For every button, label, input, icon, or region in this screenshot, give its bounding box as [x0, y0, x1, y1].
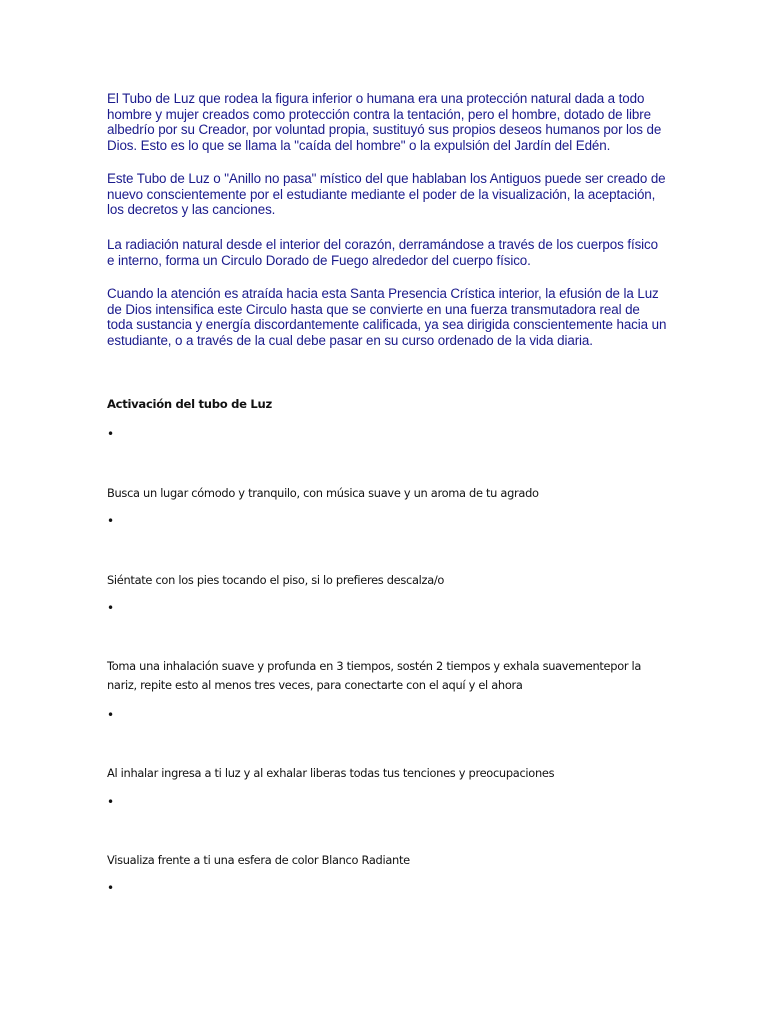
bullet-marker: •	[107, 427, 115, 441]
step-item: Visualiza frente a ti una esfera de color Blanco Radiante	[107, 853, 410, 867]
bullet-marker: •	[107, 795, 115, 809]
bullet-marker: •	[107, 708, 115, 722]
step-item: Busca un lugar cómodo y tranquilo, con música suave y un aroma de tu agrado	[107, 486, 539, 500]
bullet-marker: •	[107, 601, 115, 615]
paragraph-presencia-cristica: Cuando la atención es atraída hacia esta Santa Presencia Crística interior, la efusión de la Luz de Dios intensifica este Circulo hasta que se convierte en una fuerza transmutadora real de toda sustancia y energía discordantemente calificada, ya sea dirigida conscientemente hacia un estudiante, o a través de la cual debe pasar en su curso ordenado de la vida diaria.	[107, 286, 667, 348]
paragraph-anillo-no-pasa: Este Tubo de Luz o "Anillo no pasa" místico del que hablaban los Antiguos puede ser creado de nuevo conscientemente por el estudiante mediante el poder de la visualización, la aceptación, los decretos y las canciones.	[107, 171, 666, 218]
bullet-marker: •	[107, 514, 115, 528]
step-item: Al inhalar ingresa a ti luz y al exhalar liberas todas tus tenciones y preocupaciones	[107, 766, 555, 780]
paragraph-radiacion-natural: La radiación natural desde el interior del corazón, derramándose a través de los cuerpos físico e interno, forma un Circulo Dorado de Fuego alrededor del cuerpo físico.	[107, 237, 658, 268]
section-heading: Activación del tubo de Luz	[107, 397, 272, 411]
paragraph-tubo-de-luz: El Tubo de Luz que rodea la figura inferior o humana era una protección natural dada a todo hombre y mujer creados como protección contra la tentación, pero el hombre, dotado de libre albedrío por su Creador, por voluntad propia, sustituyó sus propios deseos humanos por los de Dios. Esto es lo que se llama la "caída del hombre" o la expulsión del Jardín del Edén.	[107, 91, 662, 153]
step-item: Toma una inhalación suave y profunda en 3 tiempos, sostén 2 tiempos y exhala suavementepor la nariz, repite esto al menos tres veces, para conectarte con el aquí y el ahora	[107, 659, 642, 692]
bullet-marker: •	[107, 881, 115, 895]
step-item: Siéntate con los pies tocando el piso, si lo prefieres descalza/o	[107, 573, 445, 587]
